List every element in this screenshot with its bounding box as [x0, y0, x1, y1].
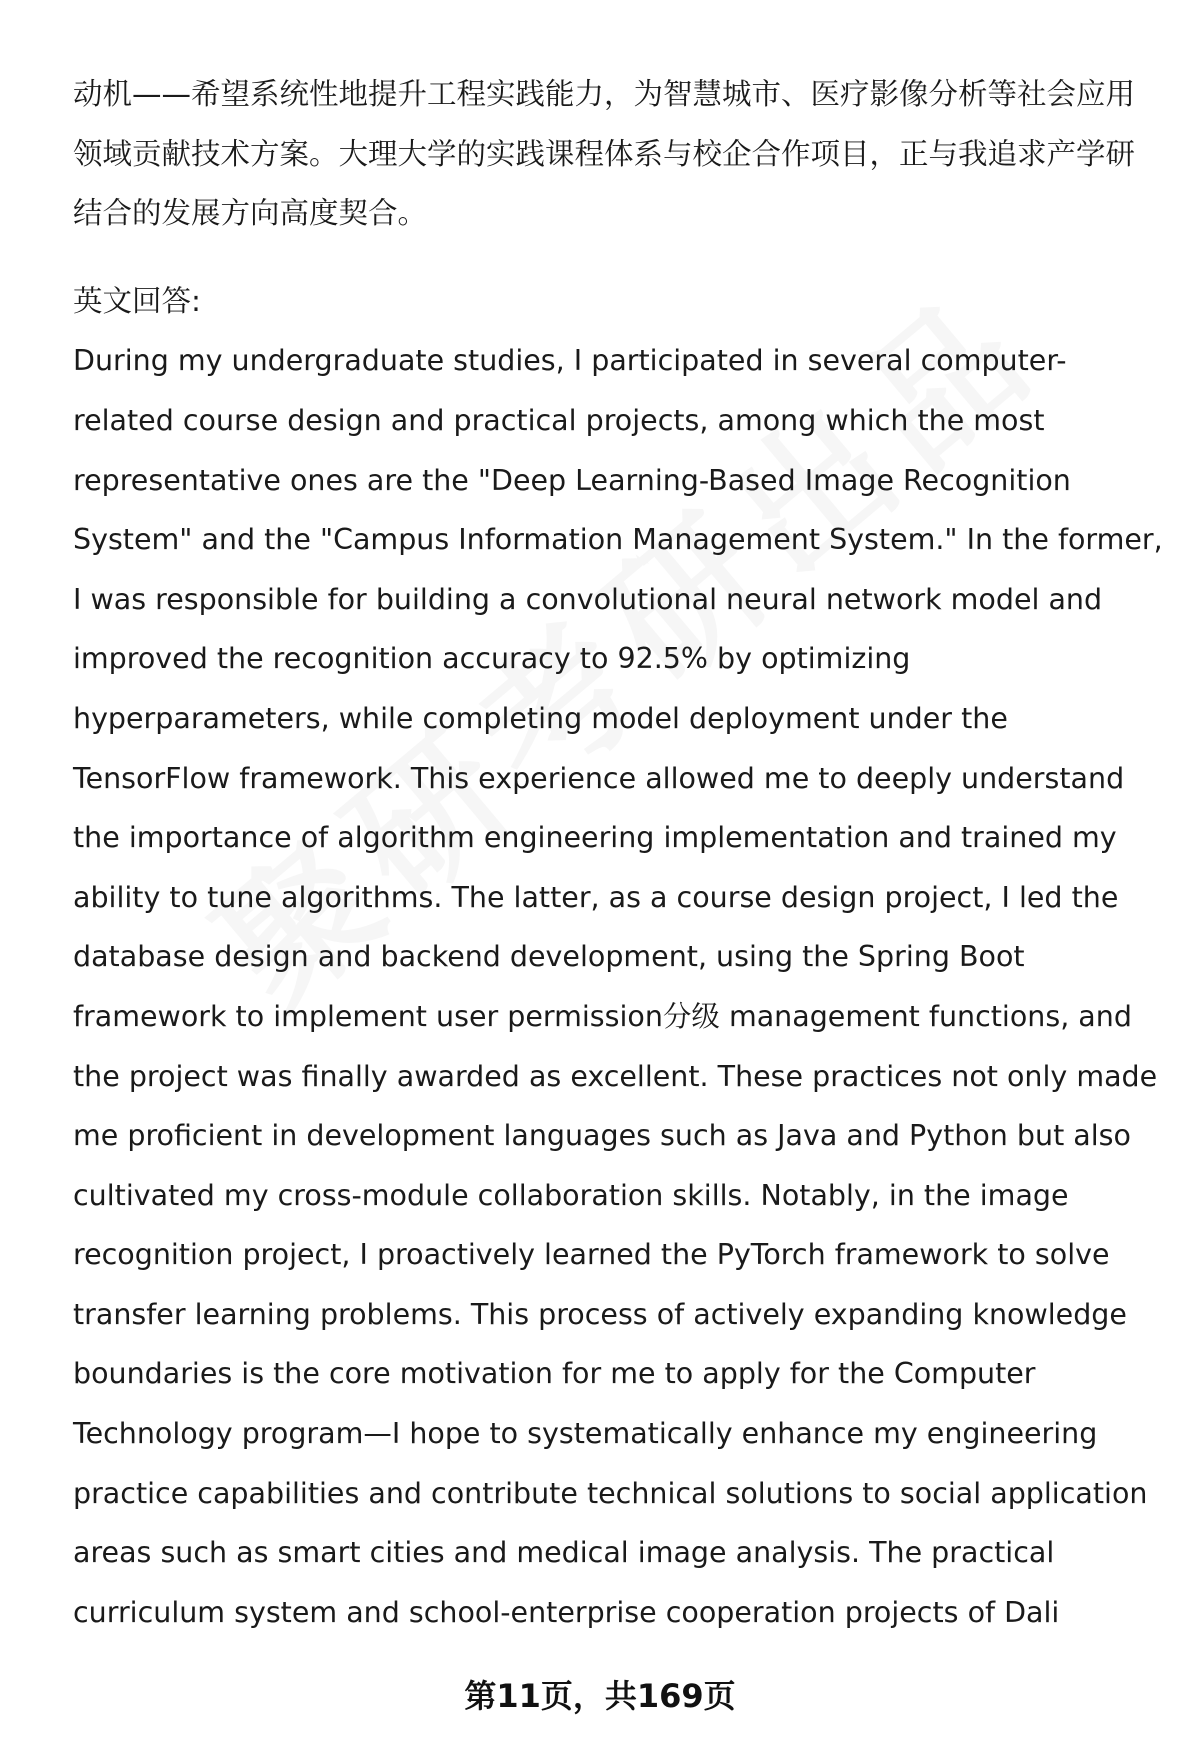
english-text-line: areas such as smart cities and medical image analysis. The practical: [73, 1536, 1055, 1570]
english-text-line: cultivated my cross-module collaboration skills. Notably, in the image: [73, 1178, 1069, 1212]
english-text-line: curriculum system and school-enterprise cooperation projects of Dali: [73, 1595, 1060, 1629]
page-footer: [0, 1668, 1200, 1724]
chinese-text-line: 结合的发展方向高度契合。: [73, 196, 428, 231]
chinese-answer-paragraph: [73, 65, 1173, 244]
english-text-line: me proficient in development languages such as Java and Python but also: [73, 1119, 1131, 1153]
english-text-line: recognition project, I proactively learned the PyTorch framework to solve: [73, 1238, 1110, 1272]
english-text-line: database design and backend development, using the Spring Boot: [73, 940, 1025, 974]
document-page-body: [73, 65, 1173, 1642]
english-text-line: practice capabilities and contribute technical solutions to social application: [73, 1476, 1148, 1510]
english-text-line: framework to implement user permission分级 management functions, and: [73, 999, 1132, 1033]
english-text-line: transfer learning problems. This process of actively expanding knowledge: [73, 1297, 1127, 1331]
english-text-line: ability to tune algorithms. The latter, as a course design project, I led the: [73, 880, 1119, 914]
english-text-line: I was responsible for building a convolutional neural network model and: [73, 582, 1103, 616]
english-text-line: the importance of algorithm engineering implementation and trained my: [73, 821, 1117, 855]
english-text-line: boundaries is the core motivation for me to apply for the Computer: [73, 1357, 1036, 1391]
english-text-line: hyperparameters, while completing model deployment under the: [73, 701, 1008, 735]
english-text-line: representative ones are the "Deep Learning-Based Image Recognition: [73, 463, 1071, 497]
english-text-line: TensorFlow framework. This experience allowed me to deeply understand: [73, 761, 1125, 795]
english-text-line: System" and the "Campus Information Management System." In the former,: [73, 523, 1163, 557]
page-number-indicator: 第11页，共169页: [464, 1677, 736, 1715]
chinese-text-line: 领域贡献技术方案。大理大学的实践课程体系与校企合作项目，正与我追求产学研: [73, 136, 1136, 171]
english-answer-paragraph: [73, 331, 1173, 1642]
english-text-line: Technology program—I hope to systematically enhance my engineering: [73, 1417, 1098, 1451]
english-text-line: related course design and practical projects, among which the most: [73, 403, 1045, 437]
chinese-text-line: 动机——希望系统性地提升工程实践能力，为智慧城市、医疗影像分析等社会应用: [73, 77, 1136, 111]
english-text-line: the project was finally awarded as excellent. These practices not only made: [73, 1059, 1158, 1093]
english-text-line: improved the recognition accuracy to 92.5% by optimizing: [73, 642, 911, 676]
english-answer-label: 英文回答:: [73, 283, 201, 318]
english-text-line: During my undergraduate studies, I participated in several computer-: [73, 344, 1067, 378]
